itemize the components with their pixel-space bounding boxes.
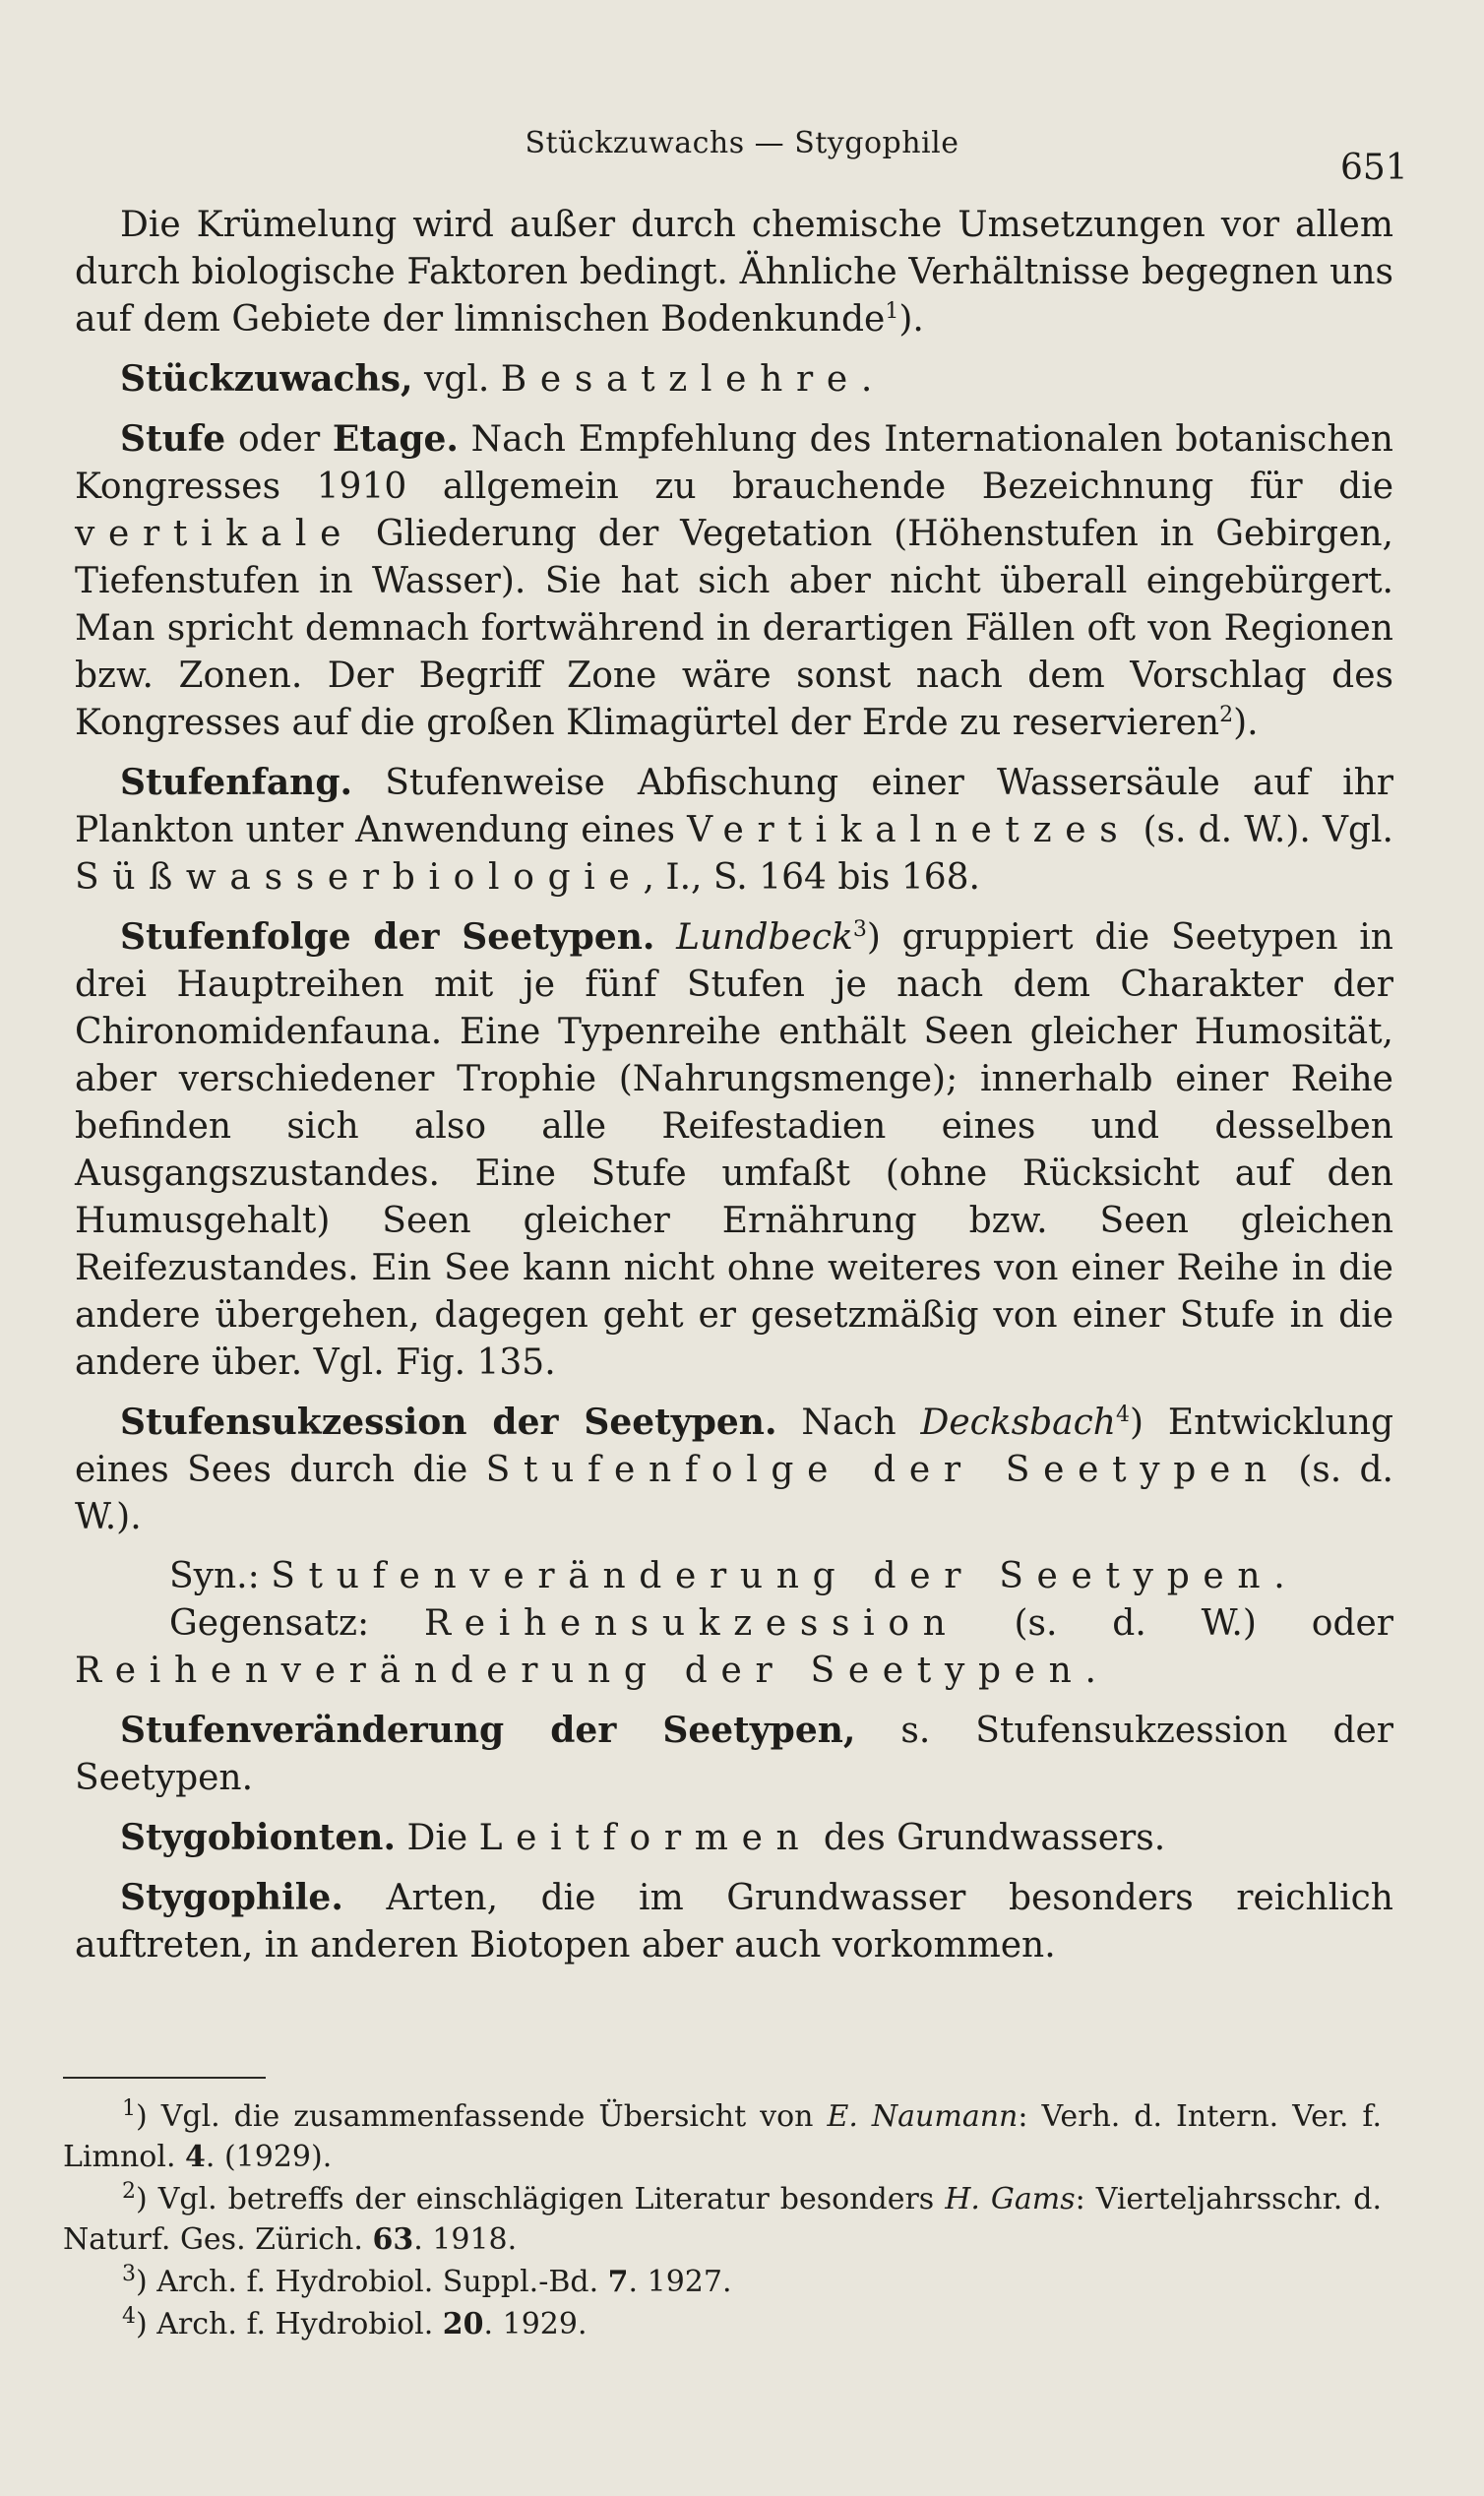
entry-stufensukzession — [75, 1399, 1393, 1541]
footnotes — [63, 2096, 1382, 2346]
footnote-divider — [63, 2077, 266, 2079]
text: . — [860, 359, 873, 400]
footnote-number: 1 — [122, 2096, 136, 2121]
entries-body — [75, 202, 1393, 1981]
text: oder — [225, 419, 333, 460]
page-number: 651 — [1340, 148, 1408, 188]
text: . 1929. — [483, 2307, 587, 2341]
entry-heading: Stufensukzession der Seetypen. — [120, 1402, 777, 1443]
text: . 1918. — [413, 2222, 518, 2257]
footnote-ref: 1 — [885, 299, 899, 324]
entry-stufe — [75, 415, 1393, 747]
text: . — [1273, 1556, 1285, 1596]
text: Nach — [776, 1403, 921, 1443]
text: (s. d. W.). Vgl. — [1131, 810, 1393, 850]
volume-number: 63 — [372, 2222, 414, 2257]
text: ) Vgl. die zusammenfassende Übersicht von — [136, 2099, 828, 2134]
volume-number: 7 — [607, 2265, 629, 2299]
spaced-term: vertikale — [75, 514, 355, 554]
text: ). — [1233, 703, 1259, 743]
text: . (1929). — [205, 2140, 333, 2174]
spaced-term: Stufenfolge der Seetypen — [485, 1450, 1280, 1490]
text: Die Krümelung wird außer durch chemische Umsetzungen vor allem durch biologische Faktoren bedingt. Ähnliche Verhältnisse begegnen uns auf dem Gebiete der limnischen Bodenkunde — [75, 205, 1393, 340]
entry-heading: Stufenfolge der Seetypen. — [120, 916, 655, 958]
label: Gegensatz: — [169, 1603, 424, 1644]
text: , I., S. 164 bis 168. — [643, 857, 980, 898]
text: ) Arch. f. Hydrobiol. — [136, 2307, 443, 2341]
label: Syn.: — [169, 1556, 272, 1596]
entry-heading: Etage. — [332, 418, 459, 460]
entry-stufenfang — [75, 759, 1393, 902]
footnote — [63, 2096, 1382, 2177]
footnote-ref: 3 — [852, 917, 867, 942]
text: Nach Empfehlung des Internationalen botanischen Kongresses 1910 allgemein zu brauchende Bezeichnung für die — [75, 419, 1393, 507]
text: . — [1084, 1651, 1096, 1691]
footnote-ref: 4 — [1115, 1403, 1130, 1427]
author-name: E. Naumann — [827, 2099, 1019, 2134]
entry-stufenveraenderung — [75, 1707, 1393, 1802]
entry-heading: Stufenveränderung der Seetypen, — [120, 1710, 856, 1751]
footnote — [63, 2179, 1382, 2260]
footnote — [63, 2262, 1382, 2302]
spaced-term: Reihensukzession — [424, 1603, 959, 1644]
antonym-line — [75, 1600, 1393, 1695]
spaced-term: Vertikalnetzes — [687, 810, 1132, 850]
spaced-term: Reihenveränderung der Seetypen — [75, 1651, 1085, 1691]
entry-heading: Stygophile. — [120, 1877, 343, 1918]
text: ). — [898, 299, 924, 340]
spaced-term: Stufenveränderung der Seetypen — [271, 1556, 1274, 1596]
text: vgl. — [412, 359, 501, 400]
paragraph-kruemelung — [75, 202, 1393, 343]
spaced-term: Leitformen — [478, 1818, 813, 1858]
entry-heading: Stufe — [120, 418, 226, 460]
footnote-number: 2 — [122, 2179, 136, 2204]
running-title: Stückzuwachs — Stygophile — [525, 126, 959, 160]
entry-stygobionten — [75, 1814, 1393, 1862]
author-name: Lundbeck — [676, 917, 853, 958]
text: Die — [396, 1818, 479, 1858]
text: (s. d. W.). — [75, 1450, 1393, 1537]
text: : Verh. d. Intern. Ver. f. Limnol. — [63, 2099, 1383, 2174]
entry-heading: Stückzuwachs, — [120, 358, 413, 400]
text: (s. d. W.) oder — [958, 1603, 1394, 1644]
text: Arten, die im Grundwasser besonders reichlich auftreten, in anderen Biotopen aber auch vorkommen. — [75, 1878, 1393, 1966]
text: ) Vgl. betreffs der einschlägigen Literatur besonders — [136, 2182, 946, 2216]
footnote-ref: 2 — [1219, 703, 1234, 727]
volume-number: 4 — [185, 2140, 206, 2174]
text: ) Arch. f. Hydrobiol. Suppl.-Bd. — [136, 2265, 608, 2299]
footnote — [63, 2304, 1382, 2344]
text: s. Stufensukzession der Seetypen. — [75, 1711, 1393, 1798]
footnote-number: 3 — [122, 2262, 136, 2286]
entry-heading: Stufenfang. — [120, 762, 353, 803]
synonym-line — [75, 1553, 1393, 1600]
spaced-reference: Süßwasserbiologie — [75, 857, 644, 898]
text: Gliederung der Vegetation (Höhenstufen in Gebirgen, Tiefenstufen in Wasser). Sie hat sich aber nicht überall eingebürgert. Man spricht demnach fortwährend in derartigen Fällen oft von Regionen bzw. Zonen. Der Begriff Zone wäre sonst nach dem Vorschlag des Kongresses auf die großen Klimagürtel der Erde zu reservieren — [75, 514, 1393, 743]
entry-heading: Stygobionten. — [120, 1817, 397, 1858]
text: ) Entwicklung eines Sees durch die — [75, 1403, 1394, 1490]
text: . 1927. — [628, 2265, 732, 2299]
entry-stueckzuwachs — [75, 355, 1393, 404]
text: Stufenweise Abfischung einer Wassersäule auf ihr Plankton unter Anwendung eines — [75, 763, 1393, 850]
spaced-reference: Besatzlehre — [500, 359, 861, 400]
author-name: Decksbach — [920, 1403, 1116, 1443]
entry-stygophile — [75, 1874, 1393, 1969]
author-name: H. Gams — [945, 2182, 1076, 2216]
entry-stufenfolge — [75, 913, 1393, 1387]
text: ) gruppiert die Seetypen in drei Hauptreihen mit je fünf Stufen je nach dem Charakter der Chironomidenfauna. Eine Typenreihe enthält Seen gleicher Humosität, aber verschiedener Trophie (Nahrungsmenge); innerhalb einer Reihe befinden sich also alle Reifestadien eines und desselben Ausgangszustandes. Eine Stufe umfaßt (ohne Rücksicht auf den Humusgehalt) Seen gleicher Ernährung bzw. Seen gleichen Reifezustandes. Ein See kann nicht ohne weiteres von einer Reihe in die andere übergehen, dagegen geht er gesetzmäßig von einer Stufe in die andere über. Vgl. Fig. 135. — [75, 917, 1393, 1383]
volume-number: 20 — [442, 2307, 484, 2341]
text: : Vierteljahrsschr. d. Naturf. Ges. Zürich. — [63, 2182, 1382, 2257]
footnote-number: 4 — [122, 2304, 136, 2329]
text: des Grundwassers. — [812, 1818, 1166, 1858]
